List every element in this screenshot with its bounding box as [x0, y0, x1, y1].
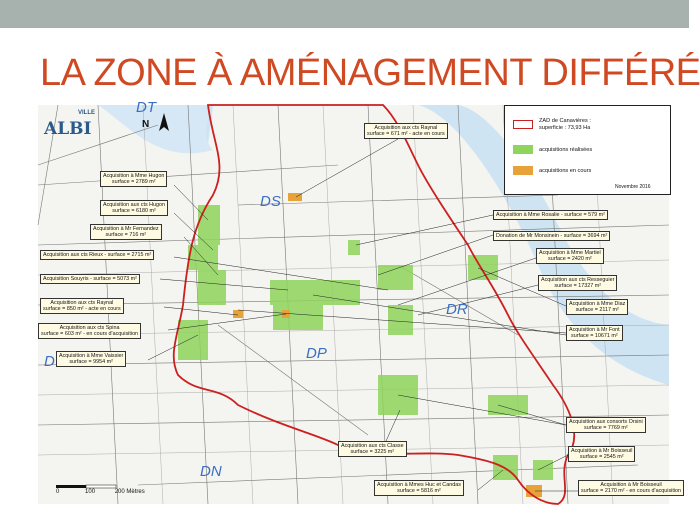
sector-label: DS: [260, 193, 281, 210]
acquisition-label: Acquisition aux cts Raynal surface = 850 m² - acte en cours: [40, 298, 124, 314]
legend-done-label: acquisitions réalisées: [539, 147, 593, 153]
acquisition-label: Acquisition Souyris - surface = 5073 m²: [40, 274, 140, 284]
sector-label: DT: [136, 99, 156, 116]
zad-map: [38, 99, 682, 504]
sector-label: DN: [200, 463, 222, 480]
sector-label: D: [44, 353, 55, 370]
legend-zad-label: ZAD de Canavières :: [539, 118, 591, 124]
acquisition-label: Acquisition à Mr Boisseuil surface = 2545 m²: [568, 446, 635, 462]
legend-ongoing-label: acquisitions en cours: [539, 168, 592, 174]
north-label: N: [142, 119, 150, 130]
acquisition-label: Acquisition à Mmes Huc et Candas surface = 5816 m²: [374, 480, 464, 496]
legend-zad-area: superficie : 73,93 Ha: [539, 125, 591, 131]
acquisition-label: Acquisition à Mme Hugon surface = 2789 m²: [100, 171, 167, 187]
scale-end: 200 Mètres: [114, 489, 145, 495]
albi-logo: [40, 107, 108, 143]
acquisitions-done: [178, 205, 553, 480]
acquisition-label: Acquisition aux cts Raynal surface = 671 m² - acte en cours: [364, 123, 448, 139]
acquisition-label: Acquisition aux cts Classe surface = 3225 m²: [338, 441, 407, 457]
sector-label: DR: [446, 301, 468, 318]
scale-labels: [56, 489, 145, 495]
legend-ongoing-swatch: [513, 166, 533, 175]
acquisition-label: Acquisition à Mr Font surface = 10671 m²: [566, 325, 623, 341]
acquisition-label: Donation de Mr Monsinein - surface = 3694 m²: [493, 231, 610, 241]
logo-ville: VILLE: [78, 110, 96, 116]
page-title: LA ZONE À AMÉNAGEMENT DIFFÉRÉ: [40, 52, 700, 94]
map-legend: [504, 105, 671, 195]
sector-label: DP: [306, 345, 327, 362]
legend-zad-swatch: [513, 120, 533, 129]
scale-zero: 0: [56, 489, 60, 495]
map-date: Novembre 2016: [615, 184, 651, 190]
acquisition-label: Acquisition à Mme Martiel surface = 2420 m²: [536, 248, 604, 264]
slide-top-band: [0, 0, 689, 28]
acquisition-label: Acquisition aux cts Spina surface = 603 m² - en cours d'acquisition: [38, 323, 141, 339]
acquisition-label: Acquisition aux cts Resseguier surface = 17327 m²: [538, 275, 617, 291]
acquisition-label: Acquisition à Mme Rosalie - surface = 579 m²: [493, 210, 608, 220]
acquisition-label: Acquisition à Mme Vaissier surface = 9954 m²: [56, 351, 126, 367]
legend-done-swatch: [513, 145, 533, 154]
acquisition-label: Acquisition à Mme Diaz surface = 2117 m²: [566, 299, 628, 315]
acquisition-label: Acquisition à Mr Fernandez surface = 716 m²: [90, 224, 162, 240]
acquisition-label: Acquisition aux consorts Orsini surface = 7769 m²: [566, 417, 646, 433]
acquisition-label: Acquisition à Mr Boisseuil surface = 2170 m² - en cours d'acquisition: [578, 480, 684, 496]
acquisition-label: Acquisition aux cts Rieux - surface = 2715 m²: [40, 250, 154, 260]
scale-mid: 100: [85, 489, 96, 495]
logo-albi: ALBI: [44, 119, 92, 139]
acquisition-label: Acquisition aux cts Hugon surface = 6180 m²: [100, 200, 168, 216]
